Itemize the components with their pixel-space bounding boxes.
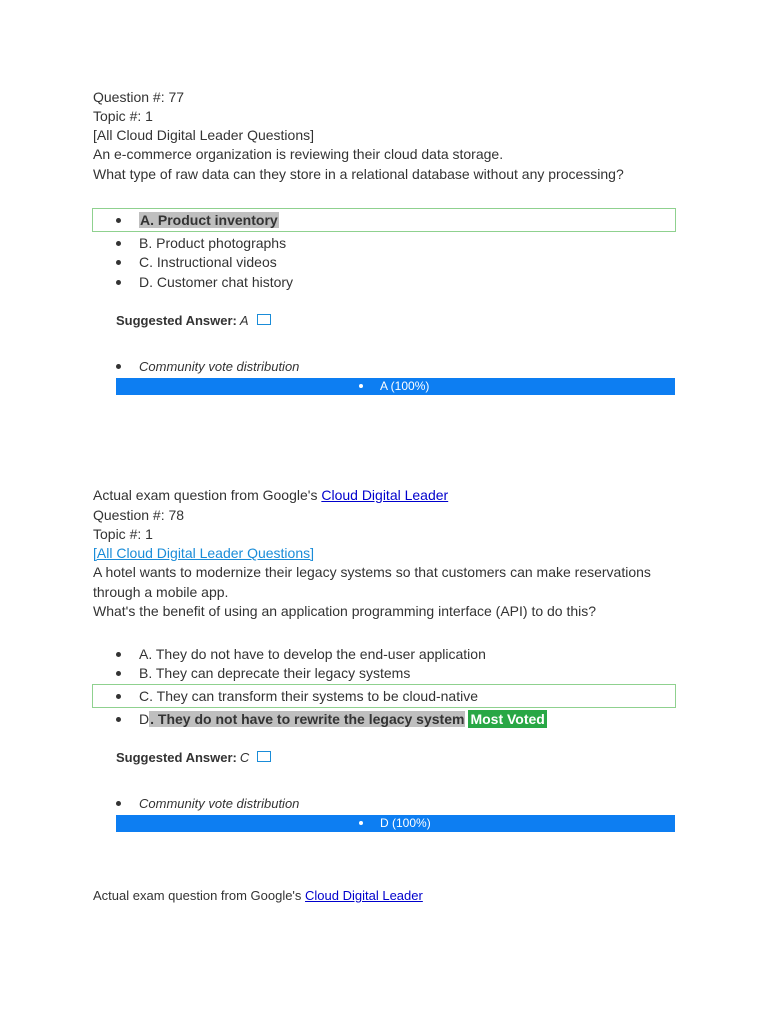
footer-source-prefix: Actual exam question from Google's bbox=[93, 888, 306, 903]
q78-question-number: Question #: 78 bbox=[93, 507, 185, 523]
q78-option-a-label: A. They do not have to develop the end-user application bbox=[139, 646, 486, 662]
bullet-icon bbox=[116, 218, 121, 223]
q77-community-vote-text: Community vote distribution bbox=[139, 359, 300, 374]
q77-suggested-value: A bbox=[239, 313, 249, 328]
bullet-icon bbox=[116, 364, 121, 369]
q77-topic: Topic #: 1 bbox=[93, 108, 153, 124]
q77-option-a[interactable] bbox=[116, 211, 279, 230]
bullet-icon bbox=[116, 801, 121, 806]
bullet-icon bbox=[116, 717, 121, 722]
q78-vote-distribution-bar bbox=[116, 815, 675, 832]
bullet-icon bbox=[116, 280, 121, 285]
q78-option-c[interactable] bbox=[116, 687, 478, 706]
q78-source-link[interactable]: Cloud Digital Leader bbox=[321, 487, 449, 503]
q78-option-b-label: B. They can deprecate their legacy systems bbox=[139, 665, 411, 681]
q77-community-vote-label bbox=[116, 357, 299, 376]
q78-option-d-label: . They do not have to rewrite the legacy system bbox=[150, 711, 465, 727]
bullet-icon bbox=[359, 384, 363, 388]
bullet-icon bbox=[116, 260, 121, 265]
footer-source-link[interactable]: Cloud Digital Leader bbox=[305, 888, 423, 903]
q78-question-text-3: What's the benefit of using an application programming interface (API) to do this? bbox=[93, 603, 597, 619]
most-voted-badge: Most Voted bbox=[470, 711, 545, 727]
bullet-icon bbox=[116, 694, 121, 699]
q77-reveal-solution-button[interactable] bbox=[255, 312, 279, 331]
q77-question-text-1: An e-commerce organization is reviewing their cloud data storage. bbox=[93, 146, 504, 162]
q78-suggested-answer bbox=[116, 748, 279, 768]
q78-option-d-prefix: D bbox=[139, 711, 150, 727]
q78-option-c-label: C. They can transform their systems to be cloud-native bbox=[139, 688, 478, 704]
q77-option-a-label: A. Product inventory bbox=[140, 212, 278, 228]
q77-option-c-label: C. Instructional videos bbox=[139, 254, 277, 270]
q78-community-vote-label bbox=[116, 794, 299, 813]
q78-option-d[interactable] bbox=[116, 710, 547, 729]
q77-suggested-answer bbox=[116, 311, 279, 331]
bullet-icon bbox=[116, 652, 121, 657]
q78-question-text-1: A hotel wants to modernize their legacy systems so that customers can make reservations bbox=[93, 564, 651, 580]
comment-icon bbox=[257, 751, 271, 762]
q78-suggested-label: Suggested Answer: bbox=[116, 750, 237, 765]
q77-vote-distribution-bar bbox=[116, 378, 675, 395]
q78-community-vote-text: Community vote distribution bbox=[139, 796, 300, 811]
q78-source-line bbox=[93, 486, 448, 505]
q78-reveal-solution-button[interactable] bbox=[255, 749, 279, 768]
bullet-icon bbox=[116, 671, 121, 676]
q77-question-number: Question #: 77 bbox=[93, 89, 185, 105]
q78-topic: Topic #: 1 bbox=[93, 526, 153, 542]
q77-option-b-label: B. Product photographs bbox=[139, 235, 287, 251]
q77-vote-value: A (100%) bbox=[380, 379, 430, 393]
q77-suggested-label: Suggested Answer: bbox=[116, 313, 237, 328]
q78-suggested-value: C bbox=[239, 750, 250, 765]
q78-category-link[interactable] bbox=[93, 544, 314, 563]
q77-option-c[interactable] bbox=[116, 253, 277, 272]
q77-question-text-2: What type of raw data can they store in a relational database without any processing? bbox=[93, 166, 624, 182]
q77-option-d[interactable] bbox=[116, 273, 293, 292]
q77-option-d-label: D. Customer chat history bbox=[139, 274, 294, 290]
bullet-icon bbox=[359, 821, 363, 825]
bullet-icon bbox=[116, 241, 121, 246]
q77-option-b[interactable] bbox=[116, 234, 286, 253]
q78-option-b[interactable] bbox=[116, 664, 410, 683]
q78-vote-value: D (100%) bbox=[380, 816, 431, 830]
comment-icon bbox=[257, 314, 271, 325]
q78-question-text-2: through a mobile app. bbox=[93, 584, 229, 600]
q78-source-prefix: Actual exam question from Google's bbox=[93, 487, 322, 503]
footer-source-line bbox=[93, 886, 423, 905]
q78-option-a[interactable] bbox=[116, 645, 486, 664]
q77-category: [All Cloud Digital Leader Questions] bbox=[93, 127, 315, 143]
q78-category[interactable]: [All Cloud Digital Leader Questions] bbox=[93, 545, 315, 561]
